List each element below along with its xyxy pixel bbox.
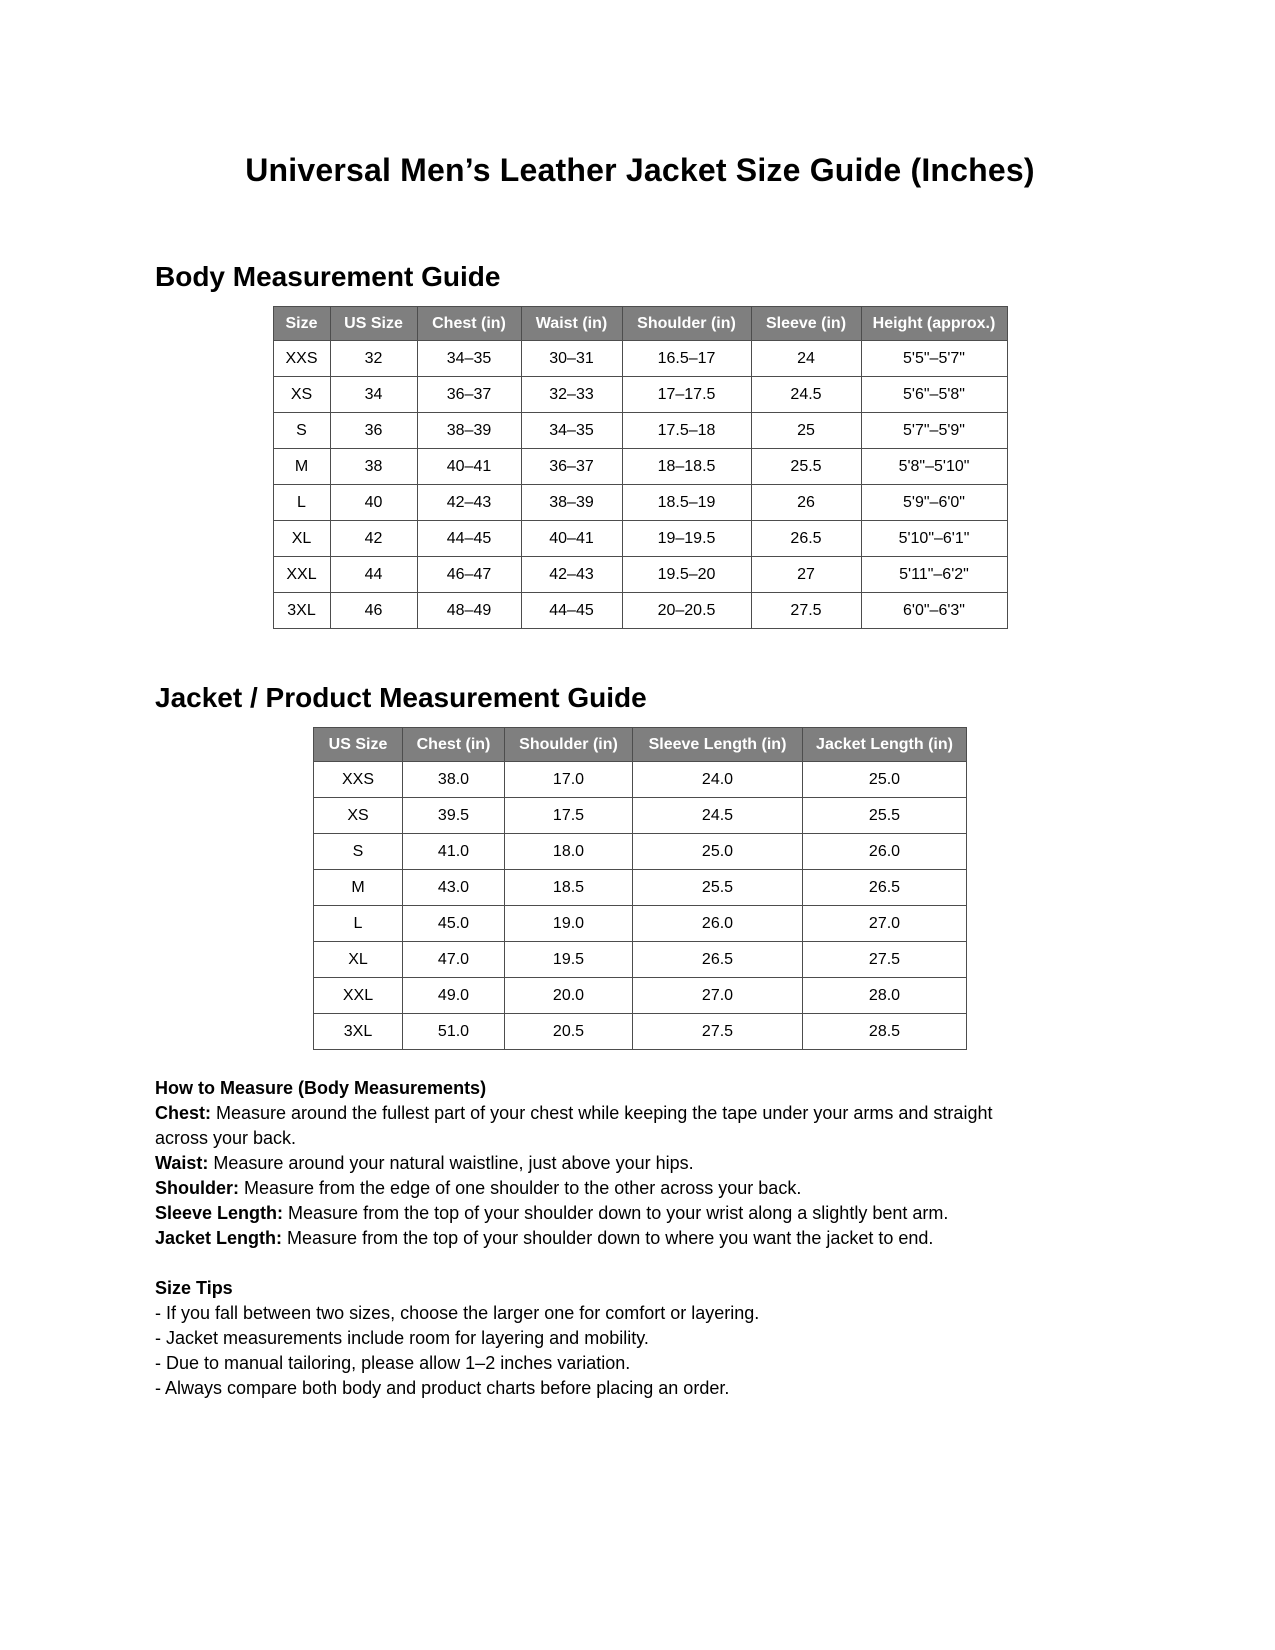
table-cell: 27.5 [633,1014,803,1050]
measure-line-chest [155,1101,1035,1151]
table-cell: 20.5 [505,1014,633,1050]
how-to-measure-section [155,1076,1035,1251]
table-cell: 18.5–19 [622,485,751,521]
table-cell: 40–41 [521,521,622,557]
column-header: Waist (in) [521,307,622,341]
table-cell: 18.5 [505,870,633,906]
measure-label: Jacket Length: [155,1228,283,1248]
table-cell: 26.5 [633,942,803,978]
table-row [314,978,967,1014]
table-cell: M [314,870,403,906]
table-cell: 34–35 [521,413,622,449]
table-cell: XXL [314,978,403,1014]
table-cell: 51.0 [403,1014,505,1050]
measure-label: Waist: [155,1153,209,1173]
table-cell: L [314,906,403,942]
body-measurement-guide-heading: Body Measurement Guide [155,261,501,292]
table-cell: 34–35 [417,341,521,377]
table-row [273,341,1007,377]
column-header: Sleeve (in) [751,307,861,341]
table-cell: 26.0 [803,834,967,870]
table-row [314,942,967,978]
table-cell: 42 [330,521,417,557]
jacket-measurement-table [313,727,967,1050]
table-cell: 17.5–18 [622,413,751,449]
table-cell: 45.0 [403,906,505,942]
column-header: Shoulder (in) [505,728,633,762]
table-cell: XL [273,521,330,557]
table-row [273,449,1007,485]
table-row [273,413,1007,449]
measure-text: Measure from the top of your shoulder down to your wrist along a slightly bent arm. [283,1203,949,1223]
size-tip-item: - Due to manual tailoring, please allow 1–2 inches variation. [155,1353,631,1373]
table-cell: 47.0 [403,942,505,978]
column-header: Size [273,307,330,341]
table-cell: 26.5 [803,870,967,906]
table-row [314,906,967,942]
table-cell: 24.5 [751,377,861,413]
table-cell: 25.0 [633,834,803,870]
table-cell: 19–19.5 [622,521,751,557]
table-cell: 34 [330,377,417,413]
table-row [314,1014,967,1050]
table-cell: 42–43 [417,485,521,521]
measure-label: Chest: [155,1103,212,1123]
table-cell: 17.5 [505,798,633,834]
table-cell: 3XL [273,593,330,629]
table-cell: 25.5 [803,798,967,834]
table-cell: 30–31 [521,341,622,377]
table-cell: 3XL [314,1014,403,1050]
table-cell: XXS [273,341,330,377]
table-row [273,485,1007,521]
table-cell: 25 [751,413,861,449]
table-cell: 42–43 [521,557,622,593]
table-row [314,798,967,834]
table-cell: XXS [314,762,403,798]
page-title: Universal Men’s Leather Jacket Size Guide (Inches) [245,152,1035,188]
table-row [273,557,1007,593]
measure-label: Shoulder: [155,1178,239,1198]
table-row [314,834,967,870]
header-row [273,307,1007,341]
measure-text: Measure around your natural waistline, just above your hips. [208,1153,694,1173]
table-cell: 5'11"–6'2" [861,557,1007,593]
table-cell: 5'5"–5'7" [861,341,1007,377]
measure-label: Sleeve Length: [155,1203,284,1223]
table-cell: 40 [330,485,417,521]
table-cell: XL [314,942,403,978]
table-cell: 27.0 [803,906,967,942]
table-cell: 16.5–17 [622,341,751,377]
table-cell: XXL [273,557,330,593]
table-cell: 36–37 [417,377,521,413]
table-cell: 25.0 [803,762,967,798]
size-tips-section [155,1276,1035,1401]
size-tip-item: - If you fall between two sizes, choose the larger one for comfort or layering. [155,1303,760,1323]
table-row [314,870,967,906]
column-header: US Size [314,728,403,762]
table-cell: 38–39 [417,413,521,449]
table-cell: 40–41 [417,449,521,485]
table-cell: 26.0 [633,906,803,942]
table-cell: 18.0 [505,834,633,870]
table-cell: 20–20.5 [622,593,751,629]
table-cell: 36 [330,413,417,449]
table-cell: S [314,834,403,870]
table-cell: L [273,485,330,521]
table-row [273,521,1007,557]
column-header: Jacket Length (in) [803,728,967,762]
column-header: Shoulder (in) [622,307,751,341]
measure-line-waist [155,1151,1035,1176]
table-cell: 39.5 [403,798,505,834]
table-cell: 19.0 [505,906,633,942]
table-cell: 38 [330,449,417,485]
table-cell: 38–39 [521,485,622,521]
size-tips-heading: Size Tips [155,1278,233,1298]
table-cell: 32–33 [521,377,622,413]
table-cell: 18–18.5 [622,449,751,485]
table-cell: 49.0 [403,978,505,1014]
table-row [273,377,1007,413]
table-cell: 25.5 [751,449,861,485]
table-cell: 44–45 [417,521,521,557]
table-cell: 5'10"–6'1" [861,521,1007,557]
header-row [314,728,967,762]
table-cell: 27.5 [751,593,861,629]
jacket-measurement-guide-heading: Jacket / Product Measurement Guide [155,682,647,713]
table-cell: XS [314,798,403,834]
measure-line-sleeve-length [155,1201,1035,1226]
column-header: Height (approx.) [861,307,1007,341]
size-tip-item: - Always compare both body and product charts before placing an order. [155,1378,730,1398]
table-row [273,593,1007,629]
table-cell: 38.0 [403,762,505,798]
body-measurement-table [273,306,1008,629]
table-cell: S [273,413,330,449]
table-cell: 28.0 [803,978,967,1014]
table-cell: 25.5 [633,870,803,906]
table-cell: 27.5 [803,942,967,978]
table-cell: 19.5 [505,942,633,978]
table-cell: 43.0 [403,870,505,906]
table-cell: 26.5 [751,521,861,557]
table-cell: 36–37 [521,449,622,485]
how-to-measure-heading: How to Measure (Body Measurements) [155,1078,487,1098]
table-cell: 27.0 [633,978,803,1014]
column-header: Chest (in) [403,728,505,762]
table-cell: 5'8"–5'10" [861,449,1007,485]
column-header: Chest (in) [417,307,521,341]
table-cell: 5'9"–6'0" [861,485,1007,521]
table-cell: 28.5 [803,1014,967,1050]
table-cell: 46–47 [417,557,521,593]
table-cell: 41.0 [403,834,505,870]
measure-line-shoulder [155,1176,1035,1201]
measure-text: Measure from the edge of one shoulder to the other across your back. [239,1178,802,1198]
table-cell: 24 [751,341,861,377]
measure-line-jacket-length [155,1226,1035,1251]
table-cell: 19.5–20 [622,557,751,593]
table-row [314,762,967,798]
table-cell: 17–17.5 [622,377,751,413]
table-cell: 6'0"–6'3" [861,593,1007,629]
size-tip-item: - Jacket measurements include room for layering and mobility. [155,1328,649,1348]
table-cell: 5'7"–5'9" [861,413,1007,449]
table-cell: XS [273,377,330,413]
table-cell: 5'6"–5'8" [861,377,1007,413]
table-cell: 17.0 [505,762,633,798]
table-cell: 44 [330,557,417,593]
measure-text: Measure from the top of your shoulder down to where you want the jacket to end. [282,1228,934,1248]
table-cell: 46 [330,593,417,629]
table-cell: 26 [751,485,861,521]
table-cell: 24.0 [633,762,803,798]
table-cell: 32 [330,341,417,377]
column-header: US Size [330,307,417,341]
table-cell: M [273,449,330,485]
measure-text: Measure around the fullest part of your chest while keeping the tape under your arms and straight across your back. [155,1103,993,1148]
table-cell: 48–49 [417,593,521,629]
table-cell: 27 [751,557,861,593]
table-cell: 44–45 [521,593,622,629]
column-header: Sleeve Length (in) [633,728,803,762]
table-cell: 20.0 [505,978,633,1014]
table-cell: 24.5 [633,798,803,834]
